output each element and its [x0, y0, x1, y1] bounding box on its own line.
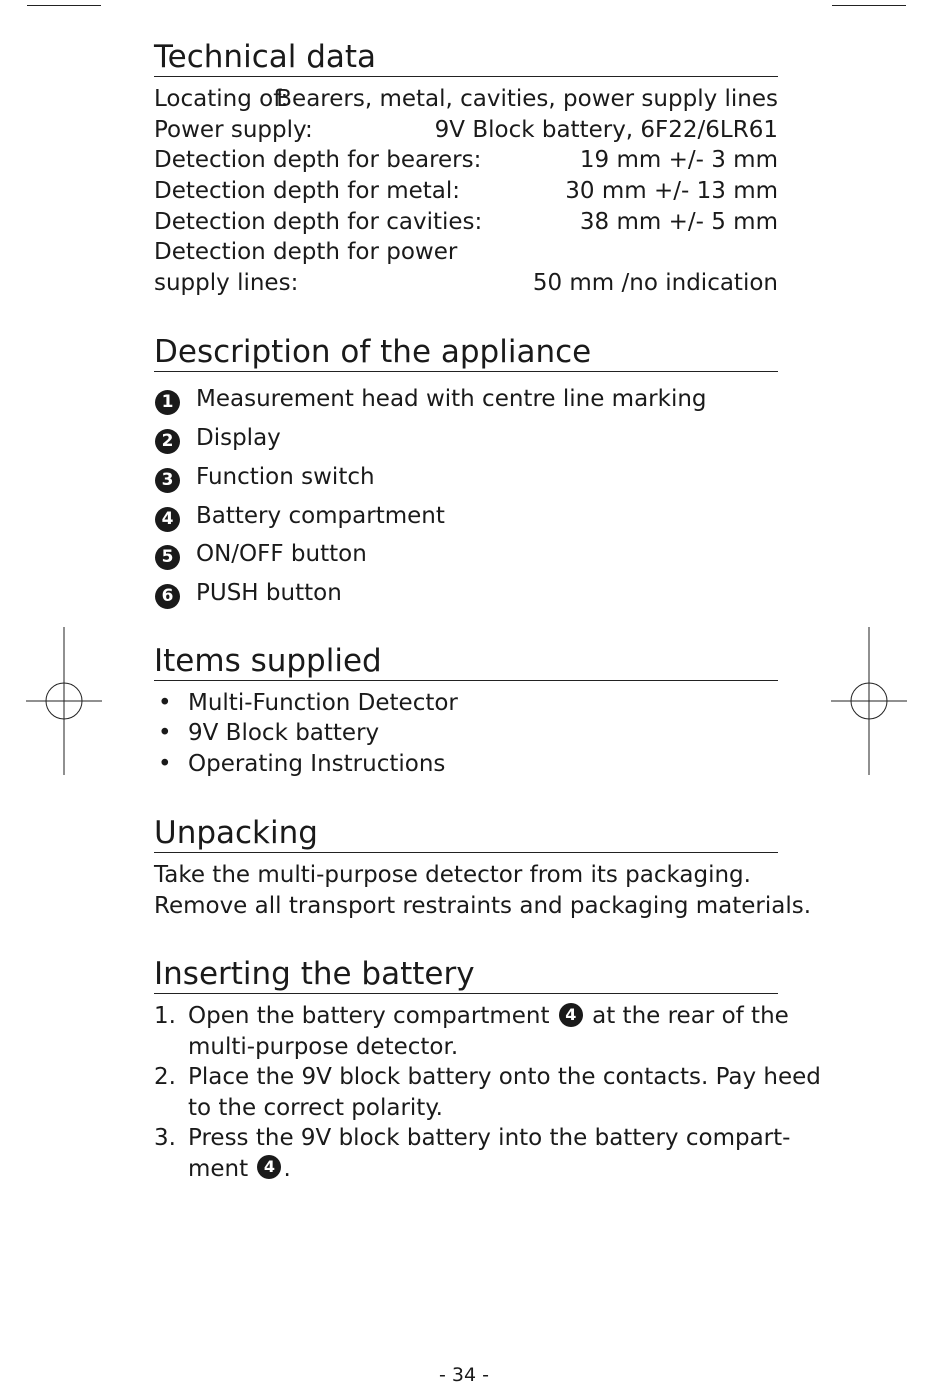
- number-6-icon: 6: [155, 584, 180, 609]
- page-number: - 34 -: [439, 1364, 489, 1386]
- unpacking-heading: Unpacking: [154, 814, 778, 853]
- part-label: Display: [196, 425, 281, 451]
- tech-row-label: Detection depth for cavities:: [154, 209, 483, 235]
- part-label: PUSH button: [196, 580, 342, 606]
- tech-row: [154, 268, 778, 298]
- part-label: Battery compartment: [196, 503, 445, 529]
- inserting-battery-heading: Inserting the battery: [154, 955, 778, 994]
- technical-data-heading: Technical data: [154, 38, 778, 77]
- step-number: 2.: [154, 1064, 176, 1090]
- number-4-icon: 4: [559, 1003, 583, 1027]
- tech-row-value: 9V Block battery, 6F22/6LR61: [434, 117, 778, 143]
- crop-mark-top-right: [832, 5, 906, 6]
- crop-mark-top-left: [27, 5, 101, 6]
- tech-row: [154, 237, 778, 267]
- unpacking-paragraph: [154, 860, 812, 921]
- step-text: multi-purpose detector.: [188, 1033, 459, 1060]
- paragraph-line: Remove all transport restraints and packaging materials.: [154, 892, 812, 919]
- tech-row-value: 19 mm +/- 3 mm: [579, 147, 778, 173]
- part-label: ON/OFF button: [196, 541, 367, 567]
- registration-mark-left: [26, 627, 102, 775]
- step-number: 3.: [154, 1125, 176, 1151]
- tech-row: [154, 145, 778, 175]
- step-text: ment: [188, 1155, 249, 1182]
- list-item-label: Operating Instructions: [188, 751, 446, 777]
- tech-row-label: Detection depth for power: [154, 239, 458, 265]
- list-item-label: Multi-Function Detector: [188, 690, 458, 716]
- tech-row-value: 50 mm /no indication: [532, 270, 778, 296]
- bullet-icon: •: [158, 690, 172, 716]
- step-text: Place the 9V block battery onto the contacts. Pay heed: [188, 1064, 821, 1090]
- number-5-icon: 5: [155, 545, 180, 570]
- step-text: Press the 9V block battery into the battery compart-: [188, 1125, 791, 1151]
- part-item: [154, 462, 778, 492]
- part-item: [154, 423, 778, 453]
- part-item: [154, 384, 778, 414]
- registration-mark-right: [831, 627, 907, 775]
- part-item: [154, 578, 778, 608]
- bullet-icon: •: [158, 720, 172, 746]
- description-heading: Description of the appliance: [154, 333, 778, 372]
- number-2-icon: 2: [155, 429, 180, 454]
- step-text: Open the battery compartment: [188, 1003, 550, 1029]
- number-4-icon: 4: [257, 1155, 281, 1179]
- paragraph-line: Take the multi-purpose detector from its packaging.: [154, 862, 751, 888]
- tech-row: [154, 84, 778, 114]
- tech-row-label: Detection depth for bearers:: [154, 147, 482, 173]
- tech-row-value: 30 mm +/- 13 mm: [565, 178, 778, 204]
- tech-row: [154, 115, 778, 145]
- part-label: Function switch: [196, 464, 375, 490]
- tech-row: [154, 176, 778, 206]
- tech-row-value: 38 mm +/- 5 mm: [579, 209, 778, 235]
- bullet-icon: •: [158, 751, 172, 777]
- number-3-icon: 3: [155, 468, 180, 493]
- tech-row-label: Detection depth for metal:: [154, 178, 461, 204]
- part-label: Measurement head with centre line marking: [196, 386, 707, 412]
- step-text: to the correct polarity.: [188, 1094, 443, 1121]
- tech-row: [154, 207, 778, 237]
- step-text: at the rear of the: [592, 1003, 789, 1029]
- items-supplied-heading: Items supplied: [154, 642, 778, 681]
- tech-row-value: Bearers, metal, cavities, power supply lines: [276, 86, 778, 112]
- tech-row-label: Locating of:: [154, 86, 289, 112]
- step-text: .: [283, 1155, 291, 1182]
- list-item: [154, 749, 778, 779]
- tech-row-label: Power supply:: [154, 117, 313, 143]
- step-number: 1.: [154, 1003, 176, 1029]
- number-4-icon: 4: [155, 507, 180, 532]
- list-item: [154, 688, 778, 718]
- number-1-icon: 1: [155, 390, 180, 415]
- tech-row-label: supply lines:: [154, 270, 299, 296]
- list-item: [154, 718, 778, 748]
- part-item: [154, 539, 778, 569]
- part-item: [154, 501, 778, 531]
- list-item-label: 9V Block battery: [188, 720, 380, 746]
